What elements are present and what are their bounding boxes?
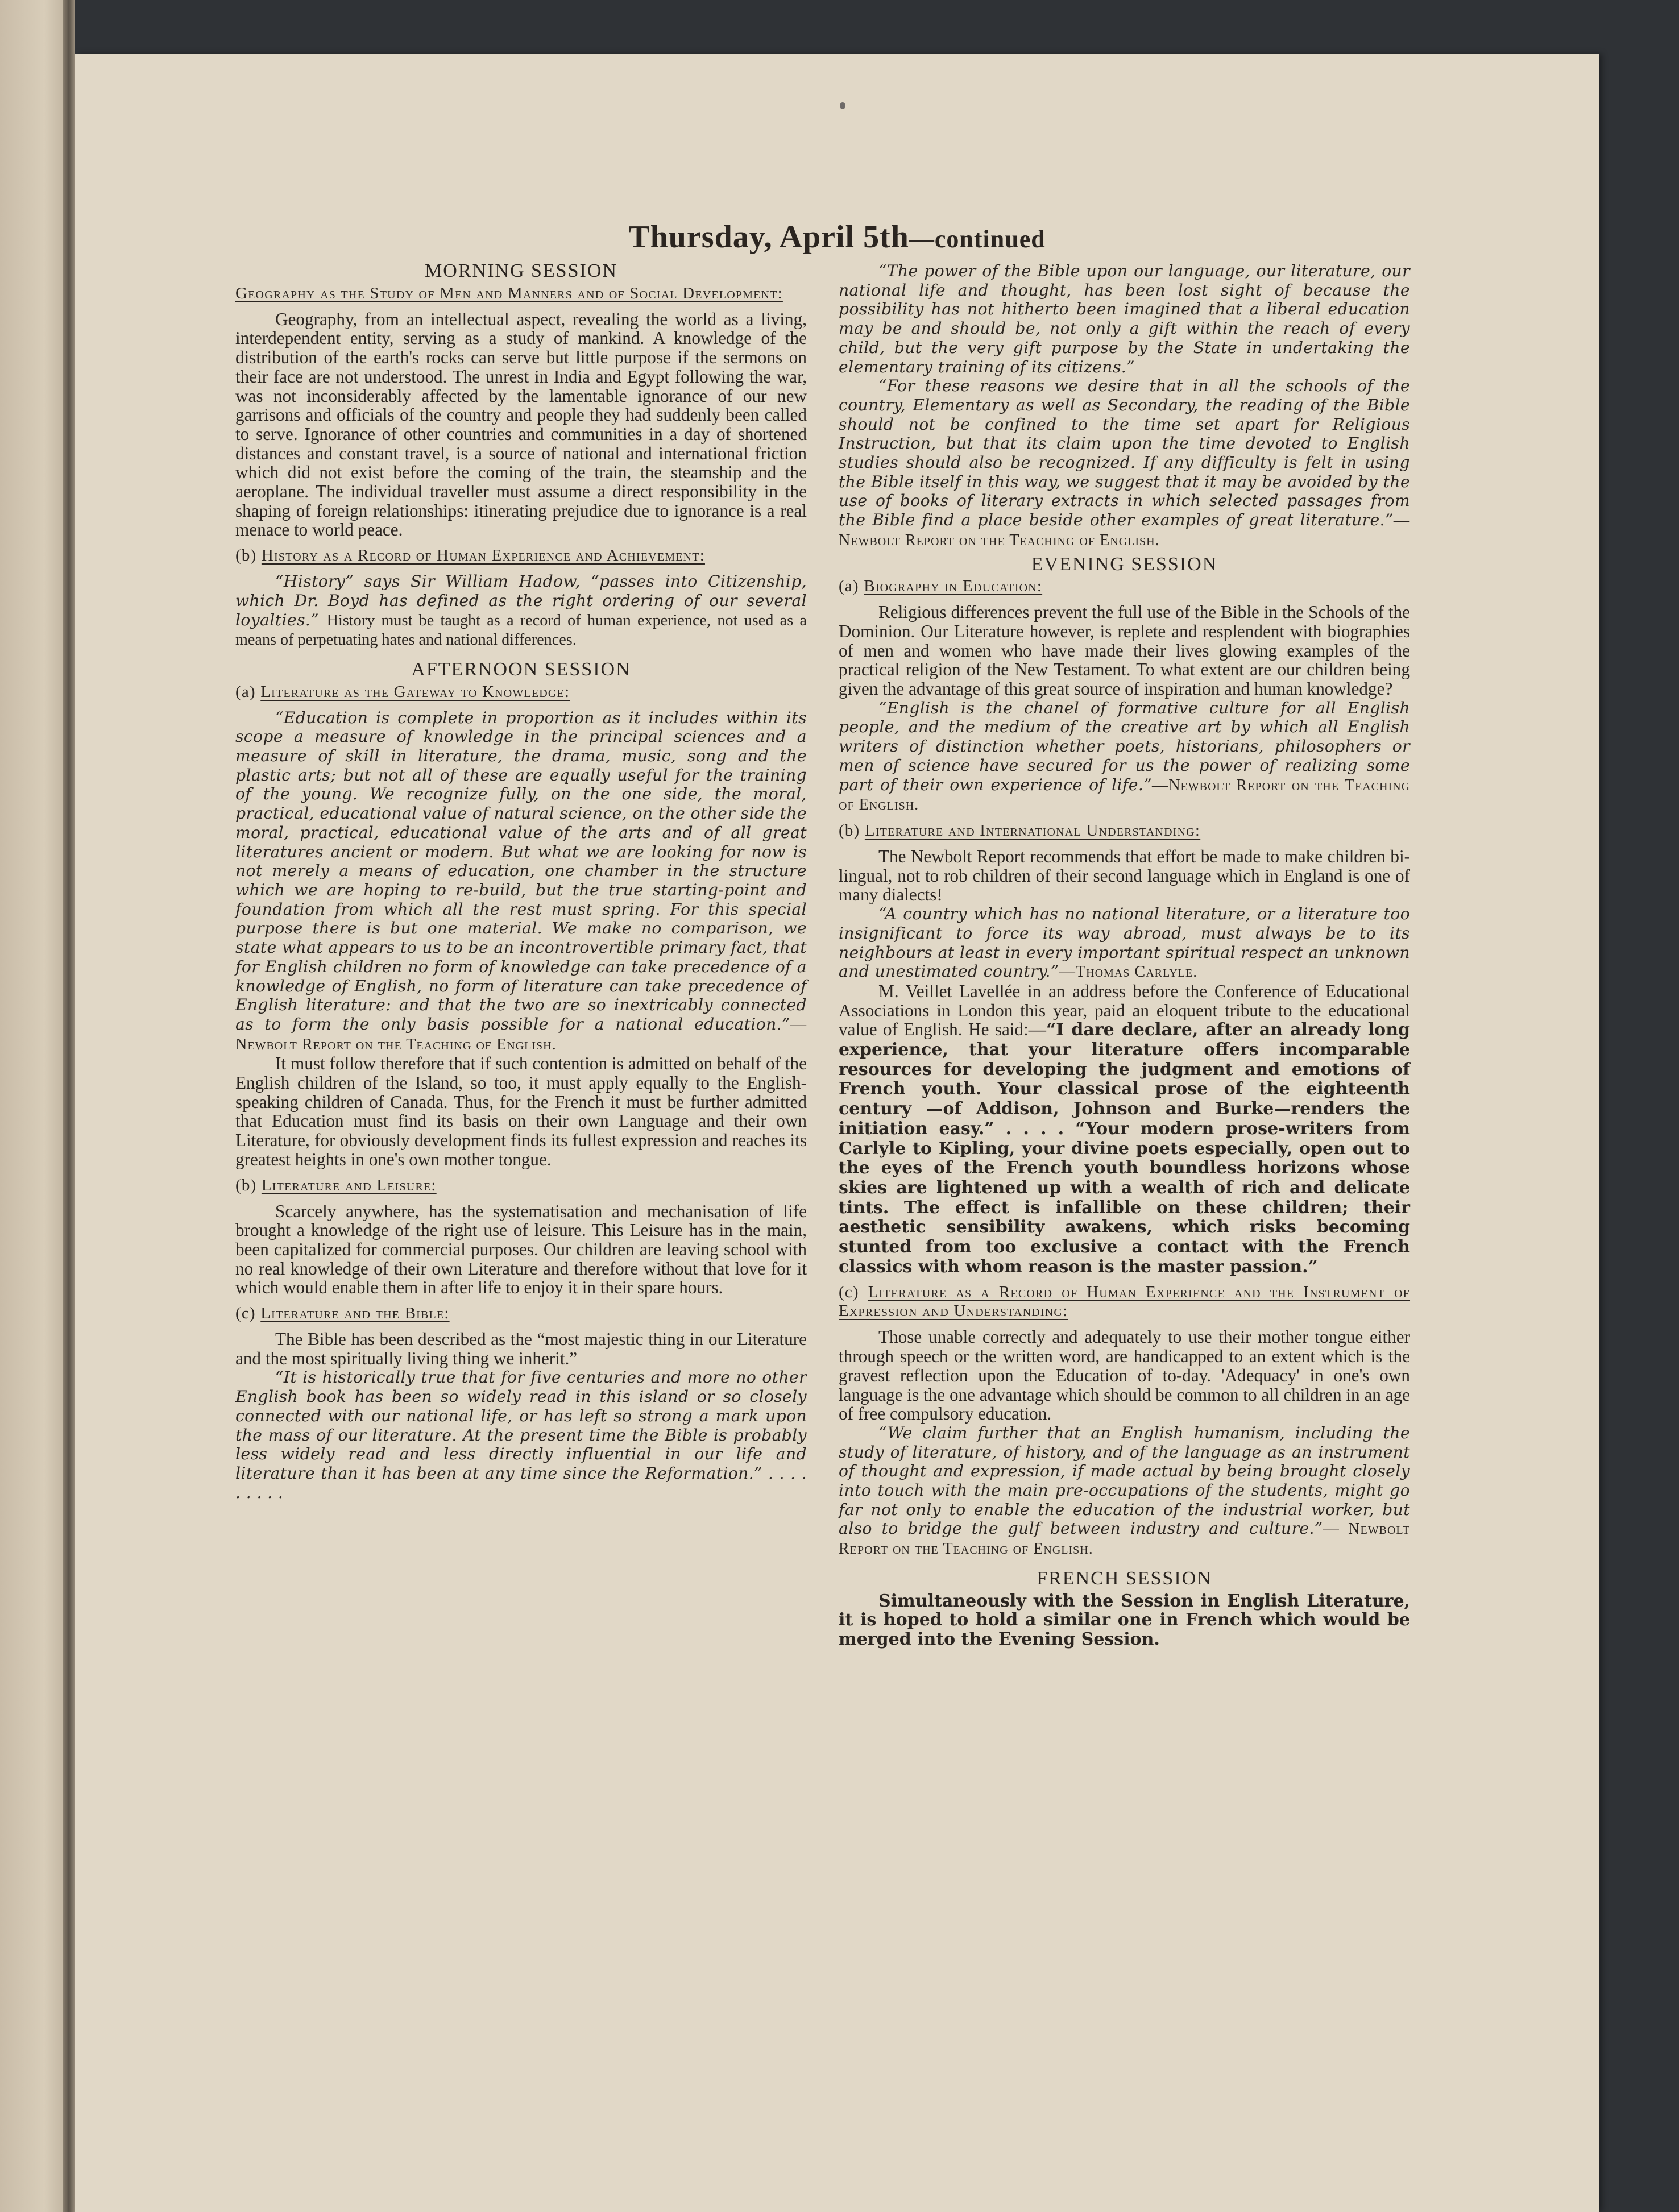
page-title <box>75 219 1599 255</box>
biography-quote-source: —Newbolt Report on the Teaching of English. <box>839 776 1411 814</box>
ellipsis-dots: . . . . . . . . . <box>235 1463 807 1502</box>
bible-quote-text: “It is historically true that for five centuries and more no other English book has been so widely read in this island or so closely connected with our national life, or has left so strong a mark upon the mass of our literature. At the present time the Bible is probably less widely read and less directly influential in our life and literature than it has been at any time since the Reformation.” <box>235 1368 807 1483</box>
biography-topic: (a) Biography in Education: <box>839 577 1043 596</box>
literature-bible-topic: (c) Literature and the Bible: <box>235 1304 450 1323</box>
gateway-quote-source: —Newbolt Report on the Teaching of English. <box>235 1015 807 1053</box>
document-page <box>75 54 1599 2212</box>
carlyle-quote-source: —Thomas Carlyle. <box>1059 963 1198 981</box>
literature-gateway-paragraph: It must follow therefore that if such contention is admitted on behalf of the English children of the Island, so too, it must apply equally to the English-speaking children of Canada. Thus, for the French it must be further admitted that Education must find its basis on their own Language and their own Literature, for obviously development finds its fullest expression and reaches its greatest heights in one's own mother tongue. <box>235 1053 807 1169</box>
record-topic: (c) Literature as a Record of Human Experience and the Instrument of Expression and Understanding: <box>839 1283 1411 1321</box>
history-paragraph <box>235 572 807 650</box>
history-rest: History must be taught as a record of human experience, not used as a means of perpetuating hates and national differences. <box>235 611 807 649</box>
literature-gateway-quote <box>235 708 807 1055</box>
history-quote: “History” says Sir William Hadow, “passes into Citizenship, which Dr. Boyd has defined as the right ordering of our several loyalties.” <box>235 572 807 629</box>
book-gutter <box>63 0 75 2212</box>
humanism-quote <box>839 1424 1410 1559</box>
international-paragraph: The Newbolt Report recommends that effort be made to make children bi-lingual, not to rob children of their second language which in England is one of many dialects! <box>839 846 1410 905</box>
gateway-quote-text: “Education is complete in proportion as it includes within its scope a measure of knowledge in the principal sciences and a measure of skill in literature, the drama, music, song and the plastic arts; but not all of these are equally useful for the training of the young. We recognize fully, on the one side, the moral, practical, educational value of natural science, on the other side the moral, practical, educational value of the arts and of all great literatures ancient or modern. But what we are looking for now is not merely a means of education, one chamber in the structure which we are hoping to re-build, but the true starting-point and foundation from which all the rest must spring. For this special purpose there is but one material. We make no comparison, we state what appears to us to be an incontrovertible primary fact, that for English children no form of knowledge can take precedence of a knowledge of English, no form of literature can take precedence of English literature: and that the two are so inextricably connected as to form the only basis possible for a national education.” <box>235 708 807 1034</box>
biography-quote <box>839 699 1410 815</box>
page-title-suffix: —continued <box>909 225 1046 253</box>
humanism-quote-text: “We claim further that an English humanism, including the study of literature, of history, and of the language as an instrument of thought and expression, if made actual by being brought closely into touch with the main pre-occupations of the students, might go far not only to enable the education of the industrial worker, but also to bridge the gulf between industry and culture.” <box>839 1423 1410 1538</box>
international-topic: (b) Literature and International Understanding: <box>839 821 1201 840</box>
veillet-intro: M. Veillet Lavellée in an address before the Conference of Educational Associations in London this year, paid an eloquent tribute to the educational value of English. He said:— <box>839 981 1410 1040</box>
veillet-paragraph <box>839 982 1410 1277</box>
bible-quote-schools <box>839 376 1410 550</box>
french-session-paragraph: Simultaneously with the Session in English Literature, it is hoped to hold a similar one in French which would be merged into the Evening Session. <box>839 1591 1410 1649</box>
literature-leisure-topic: (b) Literature and Leisure: <box>235 1176 437 1194</box>
biography-quote-text: “English is the chanel of formative culture for all English people, and the medium of the creative art by which all English writers of distinction whether poets, historians, philosophers or men of science have secured for us the power of realizing some part of their own experience of life.” <box>839 698 1410 794</box>
geography-topic: Geography as the Study of Men and Manners and of Social Development: <box>235 284 783 302</box>
right-column <box>839 262 1410 1649</box>
literature-bible-quote <box>235 1368 807 1502</box>
record-paragraph: Those unable correctly and adequately to use their mother tongue either through speech or the written word, are handicapped to an extent which is the gravest reflection upon the Education of to-day. 'Adequacy' in one's own language is the one advantage which should be common to all children in an age of free compulsory education. <box>839 1327 1410 1424</box>
humanism-quote-source: — Newbolt Report on the Teaching of English. <box>839 1520 1410 1558</box>
literature-bible-paragraph: The Bible has been described as the “most majestic thing in our Literature and the most spiritually living thing we inherit.” <box>235 1329 807 1368</box>
geography-paragraph: Geography, from an intellectual aspect, revealing the world as a living, interdependent entity, serving as a study of mankind. A knowledge of the distribution of the earth's rocks can serve but little purpose if the sermons on their face are not understood. The unrest in India and Egypt following the war, was not inconsiderably affected by the lamentable ignorance of our new garrisons and officials of the country and people they had suddenly been called to serve. Ignorance of other countries and communities in a day of shortened distances and constant travel, is a source of national and international friction which did not exist before the coming of the train, the steamship and the aeroplane. The individual traveller must assume a direct responsibility in the shaping of foreign relationships: itinerating prejudice due to ignorance is a real menace to world peace. <box>235 309 807 540</box>
carlyle-quote-text: “A country which has no national literature, or a literature too insignificant to force its way abroad, must always be to its neighbours at least in every important spiritual respect an unknown and unestimated country.” <box>839 904 1410 981</box>
schools-quote-text: “For these reasons we desire that in all the schools of the country, Elementary as well as Secondary, the reading of the Bible should not be confined to the time set apart for Religious Instruction, but that its claim upon the time devoted to English studies should also be recognized. If any difficulty is felt in using the Bible itself in this way, we suggest that it may be avoided by the use of books of literary extracts in which selected passages from the Bible find a place beside other examples of great literature.” <box>839 376 1410 530</box>
literature-gateway-topic: (a) Literature as the Gateway to Knowledge: <box>235 682 570 701</box>
carlyle-quote <box>839 904 1410 982</box>
history-topic: (b) History as a Record of Human Experience and Achievement: <box>235 546 705 565</box>
french-session-heading: FRENCH SESSION <box>1037 1567 1212 1589</box>
bible-quote-continued: “The power of the Bible upon our language, our literature, our national life and thought, has been lost sight of because the possibility has not hitherto been imagined that a liberal education may be and should be, not only a gift within the reach of every child, but the very gift purpose by the State in undertaking the elementary training of its citizens.” <box>839 262 1410 376</box>
veillet-quote: “I dare declare, after an already long experience, that your literature offers incomparable resources for developing the judgment and emotions of French youth. Your classical prose of the eighteenth century —of Addison, Johnson and Burke—renders the initiation easy.” . . . . “Your modern prose-writers from Carlyle to Kipling, your divine poets especially, open out to the eyes of the French youth boundless horizons whose skies are lightened up with a wealth of rich and delicate tints. The effect is infallible on these children; their aesthetic sensibility awakens, which risks becoming stunted from too exclusive a contact with the French classics with whom reason is the master passion.” <box>839 1020 1410 1277</box>
morning-session-heading: MORNING SESSION <box>425 260 617 281</box>
schools-quote-source: —Newbolt Report on the Teaching of English. <box>839 512 1410 549</box>
literature-leisure-paragraph: Scarcely anywhere, has the systematisation and mechanisation of life brought a knowledge of the right use of leisure. This Leisure has in the main, been capitalized for commercial purposes. Our children are leaving school with no real knowledge of their own Literature and therefore without that love for it which would enable them in after life to enjoy it in their spare hours. <box>235 1201 807 1298</box>
page-title-text: Thursday, April 5th <box>628 219 909 255</box>
evening-session-heading: EVENING SESSION <box>1031 553 1218 575</box>
left-column <box>235 262 807 1502</box>
biography-paragraph: Religious differences prevent the full use of the Bible in the Schools of the Dominion. Our Literature however, is replete and resplendent with biographies of men and women who have made their lives glowing examples of the practical religion of the New Testament. To what extent are our children being given the advantage of this great source of inspiration and human knowledge? <box>839 602 1410 699</box>
afternoon-session-heading: AFTERNOON SESSION <box>411 658 631 680</box>
page-mark <box>840 102 845 109</box>
